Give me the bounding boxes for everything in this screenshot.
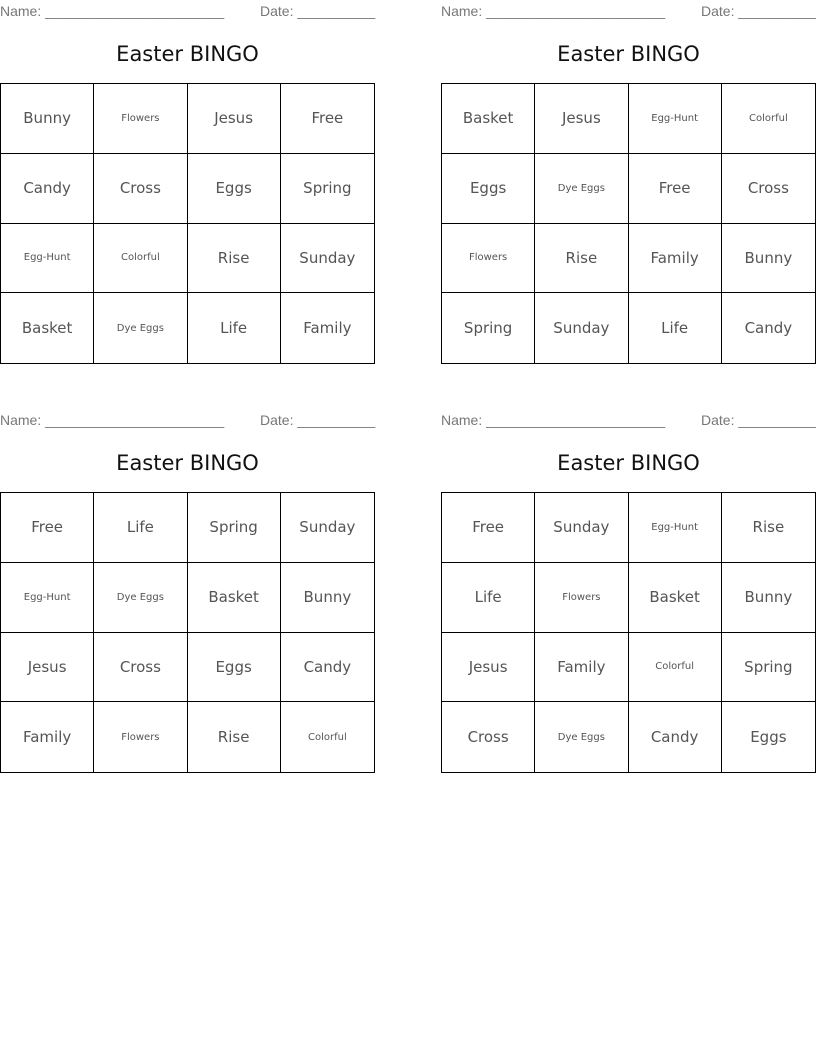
bingo-cell[interactable]: Spring [442, 293, 535, 363]
bingo-cell[interactable]: Eggs [442, 154, 535, 224]
card-title: Easter BINGO [116, 451, 259, 475]
name-field[interactable]: Name: _______________________ [0, 412, 225, 428]
bingo-cell[interactable]: Jesus [535, 84, 628, 154]
bingo-cell[interactable]: Rise [188, 702, 281, 772]
bingo-cell[interactable]: Basket [1, 293, 94, 363]
name-field[interactable]: Name: _______________________ [0, 3, 225, 19]
bingo-cell[interactable]: Life [629, 293, 722, 363]
bingo-cell[interactable]: Eggs [188, 633, 281, 703]
bingo-cell[interactable]: Colorful [94, 224, 187, 294]
bingo-cell[interactable]: Candy [629, 702, 722, 772]
card-header [441, 412, 816, 428]
bingo-cell[interactable]: Free [1, 493, 94, 563]
bingo-cell[interactable]: Spring [722, 633, 815, 703]
bingo-cell[interactable]: Basket [188, 563, 281, 633]
bingo-cell[interactable]: Jesus [188, 84, 281, 154]
bingo-cell[interactable]: Basket [442, 84, 535, 154]
card-header [441, 3, 816, 19]
bingo-cell[interactable]: Sunday [535, 293, 628, 363]
bingo-cell[interactable]: Dye Eggs [94, 293, 187, 363]
bingo-cell[interactable]: Dye Eggs [94, 563, 187, 633]
bingo-cell[interactable]: Spring [188, 493, 281, 563]
bingo-cell[interactable]: Colorful [308, 731, 347, 743]
bingo-cell[interactable]: Dye Eggs [535, 154, 628, 224]
bingo-card [0, 409, 375, 774]
date-field[interactable]: Date: __________ [260, 412, 376, 428]
bingo-cell[interactable]: Free [442, 493, 535, 563]
bingo-cell[interactable]: Candy [281, 633, 374, 703]
bingo-cell[interactable]: Colorful [629, 633, 722, 703]
bingo-card [441, 409, 816, 774]
bingo-cell[interactable]: Dye Eggs [535, 702, 628, 772]
bingo-cell[interactable]: Flowers [94, 84, 187, 154]
bingo-cell[interactable]: Life [94, 493, 187, 563]
bingo-grid [0, 492, 375, 773]
bingo-cell[interactable]: Egg-Hunt [1, 563, 94, 633]
bingo-cell[interactable]: Cross [94, 154, 187, 224]
date-field[interactable]: Date: __________ [701, 3, 816, 19]
bingo-cell[interactable]: Colorful [722, 84, 815, 154]
bingo-cell[interactable]: Candy [744, 319, 793, 338]
bingo-cell[interactable]: Family [303, 319, 352, 338]
bingo-cell[interactable]: Cross [442, 702, 535, 772]
bingo-cell[interactable]: Jesus [442, 633, 535, 703]
card-title: Easter BINGO [557, 42, 700, 66]
bingo-cell[interactable]: Sunday [281, 224, 374, 294]
bingo-cell[interactable]: Life [442, 563, 535, 633]
bingo-cell[interactable]: Cross [722, 154, 815, 224]
bingo-cell[interactable]: Flowers [442, 224, 535, 294]
bingo-card [0, 0, 375, 365]
bingo-cell[interactable]: Bunny [722, 563, 815, 633]
bingo-cell[interactable]: Eggs [188, 154, 281, 224]
card-title: Easter BINGO [557, 451, 700, 475]
bingo-cell[interactable]: Free [629, 154, 722, 224]
bingo-cell[interactable]: Bunny [281, 563, 374, 633]
bingo-cell[interactable]: Bunny [1, 84, 94, 154]
card-header [0, 3, 375, 19]
bingo-cell[interactable]: Family [629, 224, 722, 294]
name-field[interactable]: Name: _______________________ [441, 3, 666, 19]
bingo-cell[interactable]: Rise [188, 224, 281, 294]
bingo-cell[interactable]: Basket [629, 563, 722, 633]
card-header [0, 412, 375, 428]
bingo-cell[interactable]: Jesus [1, 633, 94, 703]
card-title: Easter BINGO [116, 42, 259, 66]
bingo-cell[interactable]: Rise [722, 493, 815, 563]
bingo-card [441, 0, 816, 365]
bingo-cell[interactable]: Sunday [535, 493, 628, 563]
date-field[interactable]: Date: __________ [701, 412, 816, 428]
bingo-cell[interactable]: Flowers [94, 702, 187, 772]
bingo-cell[interactable]: Bunny [722, 224, 815, 294]
bingo-cell[interactable]: Eggs [750, 728, 787, 747]
bingo-cell[interactable]: Spring [281, 154, 374, 224]
bingo-cell[interactable]: Cross [94, 633, 187, 703]
bingo-cell[interactable]: Candy [1, 154, 94, 224]
bingo-grid [0, 83, 375, 364]
bingo-cell[interactable]: Family [535, 633, 628, 703]
bingo-grid [441, 492, 816, 773]
date-field[interactable]: Date: __________ [260, 3, 376, 19]
bingo-cell[interactable]: Life [188, 293, 281, 363]
bingo-cell[interactable]: Flowers [535, 563, 628, 633]
bingo-cell[interactable]: Egg-Hunt [1, 224, 94, 294]
bingo-cell[interactable]: Sunday [281, 493, 374, 563]
bingo-cell[interactable]: Egg-Hunt [629, 493, 722, 563]
bingo-grid [441, 83, 816, 364]
bingo-cell[interactable]: Family [1, 702, 94, 772]
bingo-cell[interactable]: Egg-Hunt [629, 84, 722, 154]
bingo-cell[interactable]: Free [281, 84, 374, 154]
bingo-cell[interactable]: Rise [535, 224, 628, 294]
name-field[interactable]: Name: _______________________ [441, 412, 666, 428]
